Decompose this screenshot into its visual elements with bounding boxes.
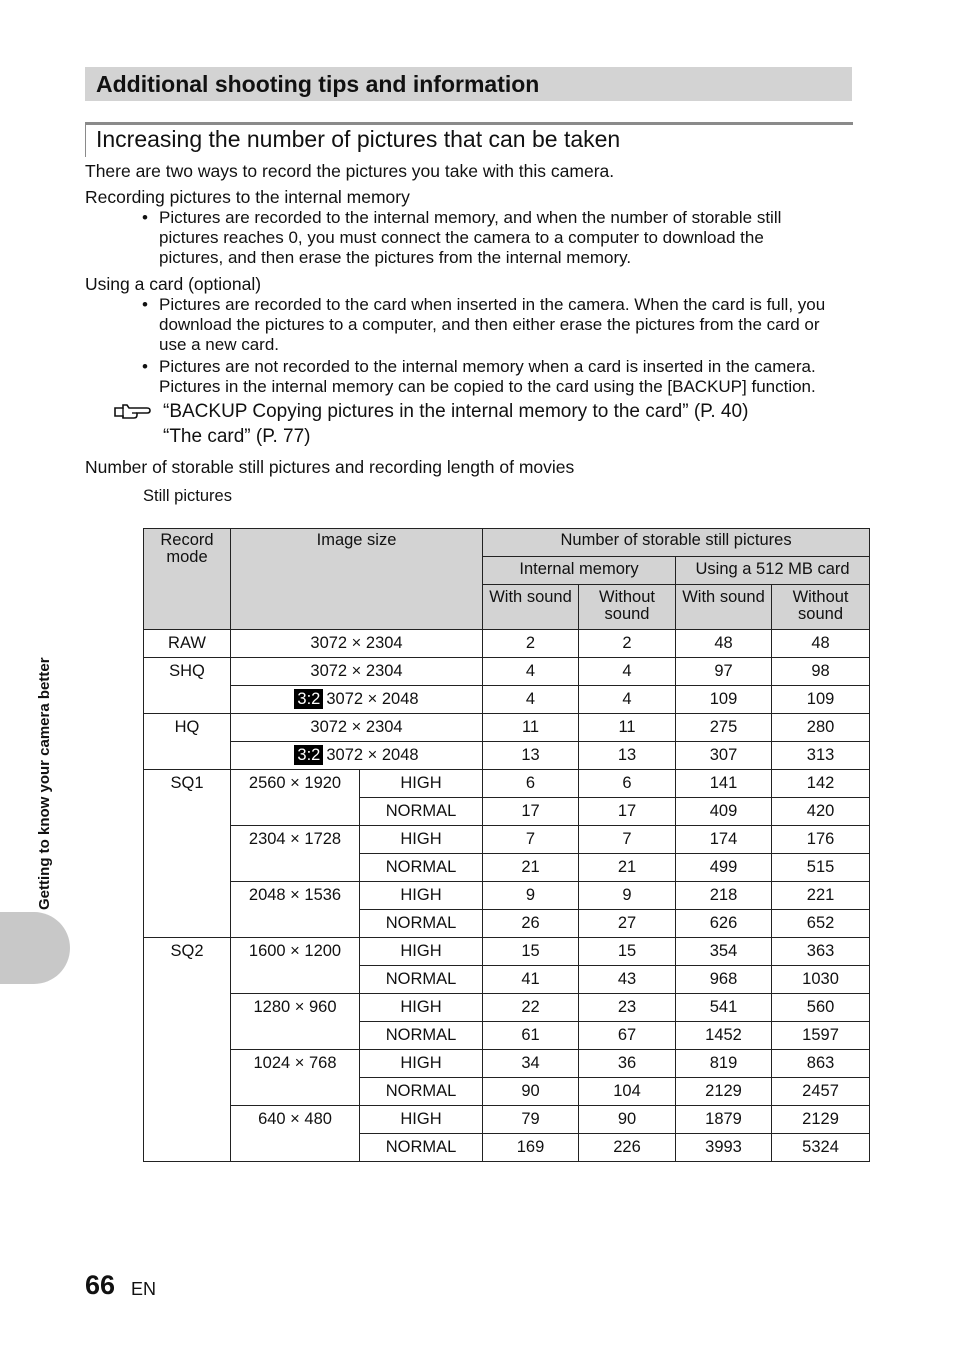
image-size-value: 3072 × 2304	[310, 662, 403, 680]
cell-record-mode: SHQ	[144, 658, 231, 714]
storable-heading: Number of storable still pictures and recording length of movies	[85, 457, 575, 477]
intro-text: There are two ways to record the pictures you take with this camera.	[85, 161, 615, 181]
header-internal-memory: Internal memory	[483, 557, 676, 585]
cell-record-mode: SQ1	[144, 770, 231, 938]
subsection-header	[85, 122, 853, 157]
cell-count: 2129	[772, 1106, 870, 1134]
cell-count: 9	[579, 882, 676, 910]
cell-count: 218	[676, 882, 772, 910]
cell-count: 819	[676, 1050, 772, 1078]
image-size-value: 1024 × 768	[253, 1054, 337, 1072]
cell-count: 5324	[772, 1134, 870, 1162]
cell-image-size	[231, 714, 483, 742]
bullet-dot: •	[142, 357, 148, 376]
cell-count: 26	[483, 910, 579, 938]
table-row	[144, 994, 870, 1022]
cell-image-size	[231, 938, 360, 994]
cell-count: 36	[579, 1050, 676, 1078]
cell-count: 13	[483, 742, 579, 770]
cell-count: 109	[772, 686, 870, 714]
cell-image-size	[231, 882, 360, 938]
cell-count: 1879	[676, 1106, 772, 1134]
header-image-size: Image size	[231, 529, 483, 630]
table-row	[144, 938, 870, 966]
cell-count: 2129	[676, 1078, 772, 1106]
table-row	[144, 882, 870, 910]
cell-image-size	[231, 1050, 360, 1106]
header-card: Using a 512 MB card	[676, 557, 870, 585]
cell-quality: HIGH	[360, 826, 483, 854]
cell-count: 2	[483, 630, 579, 658]
header-record-mode: Record mode	[144, 529, 231, 630]
cell-count: 4	[579, 658, 676, 686]
cell-count: 420	[772, 798, 870, 826]
reference-link[interactable]: “BACKUP Copying pictures in the internal memory to the card” (P. 40)	[163, 401, 749, 422]
cell-count: 22	[483, 994, 579, 1022]
cell-quality: NORMAL	[360, 1022, 483, 1050]
page-number: 66	[85, 1270, 116, 1300]
bullet-line: pictures, and then erase the pictures from the internal memory.	[159, 248, 632, 267]
card-bullet	[142, 357, 872, 397]
cell-count: 4	[483, 686, 579, 714]
header-with-sound: With sound	[676, 585, 772, 630]
cell-count: 97	[676, 658, 772, 686]
image-size-value: 3072 × 2048	[326, 690, 419, 708]
cell-count: 560	[772, 994, 870, 1022]
cell-image-size	[231, 994, 360, 1050]
storable-pictures-table	[143, 528, 870, 1162]
cell-count: 79	[483, 1106, 579, 1134]
cell-count: 354	[676, 938, 772, 966]
cell-count: 41	[483, 966, 579, 994]
cell-count: 499	[676, 854, 772, 882]
card-heading: Using a card (optional)	[85, 274, 262, 294]
table-row	[144, 770, 870, 798]
cell-count: 863	[772, 1050, 870, 1078]
cell-count: 169	[483, 1134, 579, 1162]
cell-record-mode: SQ2	[144, 938, 231, 1162]
table-row	[144, 1050, 870, 1078]
cell-count: 275	[676, 714, 772, 742]
cell-quality: NORMAL	[360, 910, 483, 938]
cell-count: 13	[579, 742, 676, 770]
cell-quality: HIGH	[360, 994, 483, 1022]
cell-quality: NORMAL	[360, 1078, 483, 1106]
cell-quality: HIGH	[360, 1050, 483, 1078]
cell-count: 27	[579, 910, 676, 938]
internal-bullet	[142, 208, 872, 268]
cell-image-size	[231, 742, 483, 770]
cell-image-size	[231, 1106, 360, 1162]
section-header	[85, 67, 852, 101]
cell-count: 98	[772, 658, 870, 686]
image-size-value: 3072 × 2304	[310, 718, 403, 736]
aspect-ratio-badge: 3:2	[294, 745, 323, 765]
bullet-line: Pictures are not recorded to the internal memory when a card is inserted in the camera.	[159, 357, 816, 376]
cell-image-size	[231, 686, 483, 714]
cell-image-size	[231, 826, 360, 882]
internal-memory-heading: Recording pictures to the internal memory	[85, 187, 410, 207]
cell-image-size	[231, 658, 483, 686]
header-storable-group: Number of storable still pictures	[483, 529, 870, 557]
reference-link[interactable]: “The card” (P. 77)	[163, 426, 311, 447]
cell-count: 2	[579, 630, 676, 658]
cell-quality: NORMAL	[360, 798, 483, 826]
card-bullet	[142, 295, 872, 355]
cell-count: 626	[676, 910, 772, 938]
image-size-value: 1280 × 960	[253, 998, 337, 1016]
cell-count: 7	[483, 826, 579, 854]
header-without-sound: Without sound	[579, 585, 676, 630]
subsection-title: Increasing the number of pictures that can be taken	[96, 126, 621, 152]
cell-quality: NORMAL	[360, 966, 483, 994]
cell-quality: HIGH	[360, 770, 483, 798]
cell-count: 23	[579, 994, 676, 1022]
bullet-line: use a new card.	[159, 335, 280, 354]
chapter-tab-label: Getting to know your camera better	[36, 657, 53, 910]
cell-image-size	[231, 770, 360, 826]
cell-count: 652	[772, 910, 870, 938]
cell-count: 968	[676, 966, 772, 994]
cell-count: 1030	[772, 966, 870, 994]
cell-count: 21	[579, 854, 676, 882]
table-row	[144, 742, 870, 770]
cell-quality: NORMAL	[360, 854, 483, 882]
cell-count: 4	[579, 686, 676, 714]
image-size-value: 2048 × 1536	[248, 886, 342, 904]
image-size-value: 640 × 480	[258, 1110, 332, 1128]
cell-count: 1597	[772, 1022, 870, 1050]
cell-count: 4	[483, 658, 579, 686]
header-with-sound: With sound	[483, 585, 579, 630]
table-row	[144, 686, 870, 714]
image-size-value: 1600 × 1200	[248, 942, 342, 960]
page-language: EN	[131, 1279, 157, 1299]
cell-count: 363	[772, 938, 870, 966]
cell-count: 2457	[772, 1078, 870, 1106]
cell-count: 6	[483, 770, 579, 798]
table-row	[144, 658, 870, 686]
cell-count: 90	[483, 1078, 579, 1106]
cell-count: 48	[772, 630, 870, 658]
cell-count: 221	[772, 882, 870, 910]
cell-count: 11	[483, 714, 579, 742]
cell-count: 307	[676, 742, 772, 770]
chapter-tab	[0, 912, 70, 984]
table-row	[144, 714, 870, 742]
bullet-line: Pictures are recorded to the card when inserted in the camera. When the card is full, you	[159, 295, 826, 314]
cell-count: 34	[483, 1050, 579, 1078]
cell-count: 313	[772, 742, 870, 770]
cell-count: 6	[579, 770, 676, 798]
cell-count: 174	[676, 826, 772, 854]
cell-count: 541	[676, 994, 772, 1022]
cell-record-mode: HQ	[144, 714, 231, 770]
cell-count: 176	[772, 826, 870, 854]
cell-count: 142	[772, 770, 870, 798]
image-size-value: 2560 × 1920	[248, 774, 342, 792]
image-size-value: 3072 × 2304	[310, 634, 403, 652]
cell-count: 11	[579, 714, 676, 742]
cell-record-mode: RAW	[144, 630, 231, 658]
cell-count: 1452	[676, 1022, 772, 1050]
cell-quality: NORMAL	[360, 1134, 483, 1162]
header-without-sound: Without sound	[772, 585, 870, 630]
bullet-line: Pictures are recorded to the internal memory, and when the number of storable still	[159, 208, 782, 227]
reference-block	[113, 399, 748, 449]
pointing-hand-icon	[113, 399, 151, 421]
section-title: Additional shooting tips and information	[96, 71, 540, 97]
cell-count: 15	[579, 938, 676, 966]
cell-count: 226	[579, 1134, 676, 1162]
cell-count: 21	[483, 854, 579, 882]
cell-count: 17	[579, 798, 676, 826]
cell-count: 515	[772, 854, 870, 882]
cell-quality: HIGH	[360, 938, 483, 966]
bullet-dot: •	[142, 295, 148, 314]
cell-count: 141	[676, 770, 772, 798]
cell-count: 104	[579, 1078, 676, 1106]
cell-count: 15	[483, 938, 579, 966]
table-row	[144, 826, 870, 854]
cell-count: 109	[676, 686, 772, 714]
bullet-line: pictures reaches 0, you must connect the camera to a computer to download the	[159, 228, 764, 247]
cell-count: 61	[483, 1022, 579, 1050]
table-row	[144, 630, 870, 658]
cell-count: 67	[579, 1022, 676, 1050]
image-size-value: 2304 × 1728	[248, 830, 342, 848]
cell-image-size	[231, 630, 483, 658]
cell-quality: HIGH	[360, 882, 483, 910]
table-row	[144, 1106, 870, 1134]
cell-count: 43	[579, 966, 676, 994]
aspect-ratio-badge: 3:2	[294, 689, 323, 709]
cell-count: 7	[579, 826, 676, 854]
cell-count: 17	[483, 798, 579, 826]
cell-count: 280	[772, 714, 870, 742]
bullet-dot: •	[142, 208, 148, 227]
bullet-line: Pictures in the internal memory can be copied to the card using the [BACKUP] function.	[159, 377, 816, 396]
cell-count: 48	[676, 630, 772, 658]
bullet-line: download the pictures to a computer, and then either erase the pictures from the card or	[159, 315, 820, 334]
cell-quality: HIGH	[360, 1106, 483, 1134]
table-caption: Still pictures	[143, 487, 232, 505]
cell-count: 409	[676, 798, 772, 826]
cell-count: 3993	[676, 1134, 772, 1162]
cell-count: 9	[483, 882, 579, 910]
cell-count: 90	[579, 1106, 676, 1134]
image-size-value: 3072 × 2048	[326, 746, 419, 764]
